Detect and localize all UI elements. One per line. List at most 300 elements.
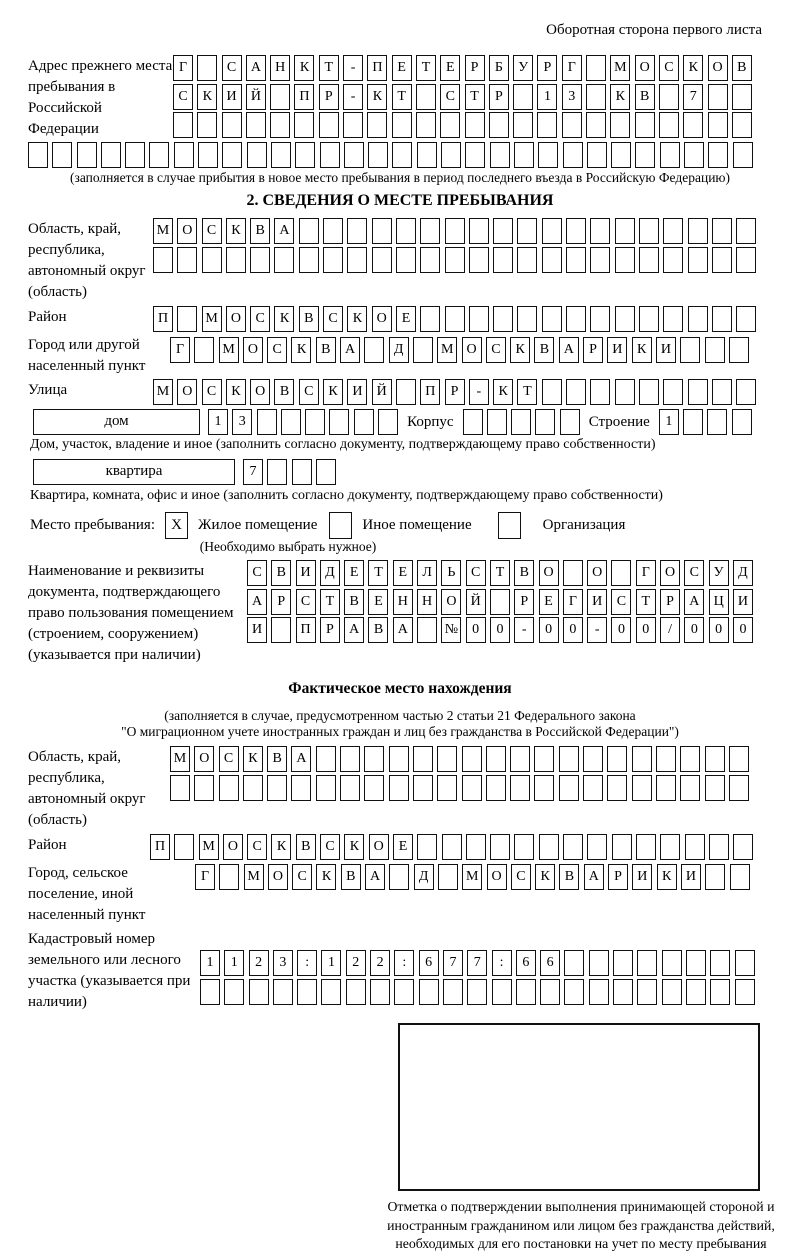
char-box[interactable]: 1 [208,409,228,435]
char-box[interactable]: М [437,337,457,363]
char-box[interactable]: К [226,218,246,244]
char-box[interactable] [732,84,752,110]
char-box[interactable] [267,459,287,485]
char-box[interactable]: Й [372,379,392,405]
char-box[interactable]: Г [173,55,193,81]
char-box[interactable] [420,218,440,244]
char-box[interactable] [173,112,193,138]
char-box[interactable] [583,746,603,772]
char-box[interactable]: О [243,337,263,363]
char-box[interactable]: С [299,379,319,405]
char-box[interactable] [656,775,676,801]
char-box[interactable]: М [219,337,239,363]
char-box[interactable]: 0 [636,617,656,643]
char-box[interactable] [705,746,725,772]
char-box[interactable]: 3 [232,409,252,435]
char-box[interactable] [270,112,290,138]
char-box[interactable] [712,218,732,244]
char-box[interactable] [680,746,700,772]
char-box[interactable] [736,379,756,405]
char-box[interactable] [510,775,530,801]
char-box[interactable] [389,746,409,772]
char-box[interactable]: Д [414,864,434,890]
char-box[interactable]: О [223,834,243,860]
char-box[interactable] [517,247,537,273]
char-box[interactable] [684,142,704,168]
char-box[interactable]: К [271,834,291,860]
char-box[interactable] [663,247,683,273]
char-box[interactable]: Т [319,55,339,81]
char-box[interactable]: Т [392,84,412,110]
char-box[interactable]: В [344,589,364,615]
char-box[interactable]: 2 [249,950,269,976]
char-box[interactable] [389,775,409,801]
char-box[interactable] [563,834,583,860]
char-box[interactable] [319,112,339,138]
char-box[interactable]: В [368,617,388,643]
char-box[interactable] [389,864,409,890]
char-box[interactable] [224,979,244,1005]
char-box[interactable] [632,775,652,801]
char-box[interactable]: Д [320,560,340,586]
char-box[interactable]: Т [368,560,388,586]
char-box[interactable] [347,218,367,244]
char-box[interactable]: 0 [563,617,583,643]
char-box[interactable] [292,459,312,485]
char-box[interactable] [563,142,583,168]
char-box[interactable]: М [153,218,173,244]
char-box[interactable] [420,306,440,332]
char-box[interactable]: - [469,379,489,405]
char-box[interactable] [490,142,510,168]
char-box[interactable] [705,337,725,363]
char-box[interactable]: Р [514,589,534,615]
char-box[interactable] [323,218,343,244]
char-box[interactable] [517,306,537,332]
char-box[interactable] [346,979,366,1005]
char-box[interactable]: 1 [537,84,557,110]
char-box[interactable]: Т [636,589,656,615]
char-box[interactable]: Т [490,560,510,586]
char-box[interactable] [709,834,729,860]
char-box[interactable] [271,142,291,168]
char-box[interactable] [490,589,510,615]
char-box[interactable]: Ц [709,589,729,615]
char-box[interactable]: Р [537,55,557,81]
char-box[interactable]: П [150,834,170,860]
char-box[interactable]: 7 [683,84,703,110]
char-box[interactable] [559,746,579,772]
char-box[interactable] [489,112,509,138]
char-box[interactable] [590,247,610,273]
char-box[interactable] [656,746,676,772]
char-box[interactable] [534,746,554,772]
char-box[interactable] [462,775,482,801]
char-box[interactable] [396,379,416,405]
char-box[interactable] [226,247,246,273]
char-box[interactable] [440,112,460,138]
char-box[interactable]: Д [389,337,409,363]
char-box[interactable] [736,247,756,273]
char-box[interactable] [559,775,579,801]
char-box[interactable] [688,306,708,332]
char-box[interactable] [660,142,680,168]
char-box[interactable] [219,775,239,801]
char-box[interactable] [688,379,708,405]
char-box[interactable]: С [323,306,343,332]
char-box[interactable]: К [274,306,294,332]
char-box[interactable]: Б [489,55,509,81]
char-box[interactable]: : [492,950,512,976]
checkbox-residential[interactable]: X [165,512,188,539]
char-box[interactable] [347,247,367,273]
char-box[interactable]: 3 [273,950,293,976]
char-box[interactable] [445,218,465,244]
char-box[interactable] [712,247,732,273]
char-box[interactable] [467,979,487,1005]
char-box[interactable] [586,84,606,110]
char-box[interactable] [364,746,384,772]
char-box[interactable] [712,379,732,405]
char-box[interactable] [660,834,680,860]
char-box[interactable] [420,247,440,273]
char-box[interactable]: Р [608,864,628,890]
char-box[interactable]: В [732,55,752,81]
char-box[interactable]: К [344,834,364,860]
char-box[interactable] [705,775,725,801]
char-box[interactable] [295,142,315,168]
char-box[interactable] [469,247,489,273]
char-box[interactable] [305,409,325,435]
char-box[interactable]: А [246,55,266,81]
char-box[interactable]: 0 [684,617,704,643]
char-box[interactable] [247,142,267,168]
char-box[interactable] [469,306,489,332]
char-box[interactable] [52,142,72,168]
char-box[interactable] [170,775,190,801]
char-box[interactable]: 2 [370,950,390,976]
char-box[interactable] [566,306,586,332]
char-box[interactable]: Е [392,55,412,81]
char-box[interactable]: А [684,589,704,615]
char-box[interactable]: К [493,379,513,405]
char-box[interactable]: О [268,864,288,890]
char-box[interactable] [537,112,557,138]
char-box[interactable]: И [222,84,242,110]
char-box[interactable]: В [316,337,336,363]
char-box[interactable] [396,247,416,273]
char-box[interactable]: О [226,306,246,332]
char-box[interactable]: О [177,379,197,405]
char-box[interactable] [316,775,336,801]
char-box[interactable] [101,142,121,168]
char-box[interactable] [174,834,194,860]
char-box[interactable]: В [296,834,316,860]
char-box[interactable]: Й [466,589,486,615]
char-box[interactable] [320,142,340,168]
char-box[interactable] [542,247,562,273]
char-box[interactable] [680,337,700,363]
char-box[interactable]: 1 [321,950,341,976]
char-box[interactable] [197,55,217,81]
char-box[interactable]: П [367,55,387,81]
char-box[interactable] [493,247,513,273]
char-box[interactable] [635,112,655,138]
char-box[interactable] [267,775,287,801]
char-box[interactable] [246,112,266,138]
char-box[interactable]: 0 [466,617,486,643]
char-box[interactable] [729,775,749,801]
char-box[interactable] [413,775,433,801]
char-box[interactable] [490,834,510,860]
char-box[interactable] [517,218,537,244]
char-box[interactable]: К [316,864,336,890]
char-box[interactable] [564,950,584,976]
char-box[interactable]: В [514,560,534,586]
char-box[interactable] [607,775,627,801]
char-box[interactable] [270,84,290,110]
char-box[interactable] [28,142,48,168]
char-box[interactable] [566,379,586,405]
char-box[interactable] [202,247,222,273]
char-box[interactable] [635,142,655,168]
char-box[interactable]: 0 [733,617,753,643]
char-box[interactable] [364,337,384,363]
char-box[interactable]: К [197,84,217,110]
char-box[interactable]: С [202,218,222,244]
char-box[interactable]: К [226,379,246,405]
char-box[interactable]: М [202,306,222,332]
char-box[interactable]: С [219,746,239,772]
char-box[interactable] [197,112,217,138]
char-box[interactable]: К [367,84,387,110]
char-box[interactable] [417,142,437,168]
char-box[interactable] [590,306,610,332]
char-box[interactable] [392,112,412,138]
char-box[interactable] [589,950,609,976]
char-box[interactable] [316,459,336,485]
char-box[interactable]: О [250,379,270,405]
char-box[interactable]: В [559,864,579,890]
char-box[interactable]: В [299,306,319,332]
char-box[interactable] [413,746,433,772]
char-box[interactable]: О [177,218,197,244]
char-box[interactable]: С [611,589,631,615]
char-box[interactable]: Т [465,84,485,110]
char-box[interactable]: К [632,337,652,363]
char-box[interactable]: И [587,589,607,615]
char-box[interactable] [542,379,562,405]
char-box[interactable] [516,979,536,1005]
char-box[interactable]: Д [733,560,753,586]
char-box[interactable]: С [250,306,270,332]
char-box[interactable] [615,218,635,244]
char-box[interactable] [662,950,682,976]
char-box[interactable] [438,864,458,890]
char-box[interactable] [534,775,554,801]
char-box[interactable] [535,409,555,435]
char-box[interactable]: К [610,84,630,110]
char-box[interactable]: О [587,560,607,586]
char-box[interactable]: Г [195,864,215,890]
char-box[interactable]: Р [320,617,340,643]
char-box[interactable]: Т [517,379,537,405]
char-box[interactable] [510,746,530,772]
char-box[interactable] [370,979,390,1005]
char-box[interactable] [611,142,631,168]
char-box[interactable] [493,218,513,244]
char-box[interactable]: С [320,834,340,860]
char-box[interactable]: 3 [562,84,582,110]
char-box[interactable] [378,409,398,435]
char-box[interactable]: С [202,379,222,405]
char-box[interactable] [732,409,752,435]
char-box[interactable]: К [294,55,314,81]
char-box[interactable] [735,950,755,976]
char-box[interactable] [511,409,531,435]
char-box[interactable]: С [247,834,267,860]
char-box[interactable] [174,142,194,168]
char-box[interactable] [659,84,679,110]
char-box[interactable]: - [587,617,607,643]
char-box[interactable] [514,142,534,168]
char-box[interactable] [683,409,703,435]
char-box[interactable] [615,247,635,273]
char-box[interactable]: Н [417,589,437,615]
char-box[interactable]: В [341,864,361,890]
char-box[interactable] [153,247,173,273]
char-box[interactable] [329,409,349,435]
char-box[interactable]: А [291,746,311,772]
char-box[interactable]: Р [465,55,485,81]
char-box[interactable]: : [297,950,317,976]
char-box[interactable]: А [340,337,360,363]
char-box[interactable]: К [291,337,311,363]
char-box[interactable] [437,746,457,772]
char-box[interactable] [639,379,659,405]
char-box[interactable] [445,247,465,273]
char-box[interactable] [729,337,749,363]
char-box[interactable] [316,746,336,772]
char-box[interactable]: Е [539,589,559,615]
char-box[interactable]: К [657,864,677,890]
char-box[interactable] [417,834,437,860]
char-box[interactable] [463,409,483,435]
char-box[interactable]: К [323,379,343,405]
char-box[interactable]: А [365,864,385,890]
char-box[interactable]: / [660,617,680,643]
char-box[interactable]: И [247,617,267,643]
char-box[interactable] [200,979,220,1005]
char-box[interactable]: С [296,589,316,615]
char-box[interactable] [194,337,214,363]
char-box[interactable]: М [610,55,630,81]
char-box[interactable] [222,142,242,168]
char-box[interactable] [663,379,683,405]
char-box[interactable] [394,979,414,1005]
char-box[interactable] [639,306,659,332]
char-box[interactable]: Й [246,84,266,110]
char-box[interactable]: 0 [709,617,729,643]
char-box[interactable] [637,950,657,976]
char-box[interactable]: № [441,617,461,643]
char-box[interactable]: М [244,864,264,890]
char-box[interactable]: 1 [224,950,244,976]
char-box[interactable]: Р [319,84,339,110]
char-box[interactable] [297,979,317,1005]
char-box[interactable]: К [347,306,367,332]
char-box[interactable]: С [222,55,242,81]
char-box[interactable]: И [681,864,701,890]
char-box[interactable] [465,142,485,168]
char-box[interactable] [639,247,659,273]
char-box[interactable] [273,979,293,1005]
char-box[interactable] [513,84,533,110]
char-box[interactable]: Е [368,589,388,615]
char-box[interactable]: М [170,746,190,772]
char-box[interactable] [688,247,708,273]
char-box[interactable]: О [660,560,680,586]
char-box[interactable]: С [247,560,267,586]
char-box[interactable] [367,112,387,138]
char-box[interactable]: - [514,617,534,643]
char-box[interactable] [416,112,436,138]
char-box[interactable]: 0 [611,617,631,643]
char-box[interactable]: А [559,337,579,363]
char-box[interactable] [560,409,580,435]
char-box[interactable] [613,950,633,976]
char-box[interactable]: Р [271,589,291,615]
char-box[interactable] [445,306,465,332]
char-box[interactable]: С [292,864,312,890]
char-box[interactable] [563,560,583,586]
char-box[interactable] [613,979,633,1005]
char-box[interactable] [250,247,270,273]
char-box[interactable] [736,218,756,244]
char-box[interactable]: О [369,834,389,860]
char-box[interactable] [462,746,482,772]
char-box[interactable]: С [466,560,486,586]
char-box[interactable]: У [709,560,729,586]
char-box[interactable]: 6 [540,950,560,976]
char-box[interactable]: : [394,950,414,976]
char-box[interactable] [299,247,319,273]
char-box[interactable] [222,112,242,138]
char-box[interactable]: В [250,218,270,244]
char-box[interactable] [590,379,610,405]
char-box[interactable] [712,306,732,332]
char-box[interactable] [487,409,507,435]
char-box[interactable]: К [535,864,555,890]
char-box[interactable]: О [372,306,392,332]
char-box[interactable]: Е [344,560,364,586]
char-box[interactable]: Л [417,560,437,586]
char-box[interactable] [587,834,607,860]
char-box[interactable]: М [199,834,219,860]
char-box[interactable] [243,775,263,801]
char-box[interactable] [419,979,439,1005]
char-box[interactable]: П [420,379,440,405]
char-box[interactable] [686,979,706,1005]
char-box[interactable] [587,142,607,168]
char-box[interactable] [465,112,485,138]
char-box[interactable] [736,306,756,332]
char-box[interactable]: П [294,84,314,110]
char-box[interactable]: О [194,746,214,772]
char-box[interactable] [540,979,560,1005]
char-box[interactable] [466,834,486,860]
char-box[interactable]: - [343,84,363,110]
